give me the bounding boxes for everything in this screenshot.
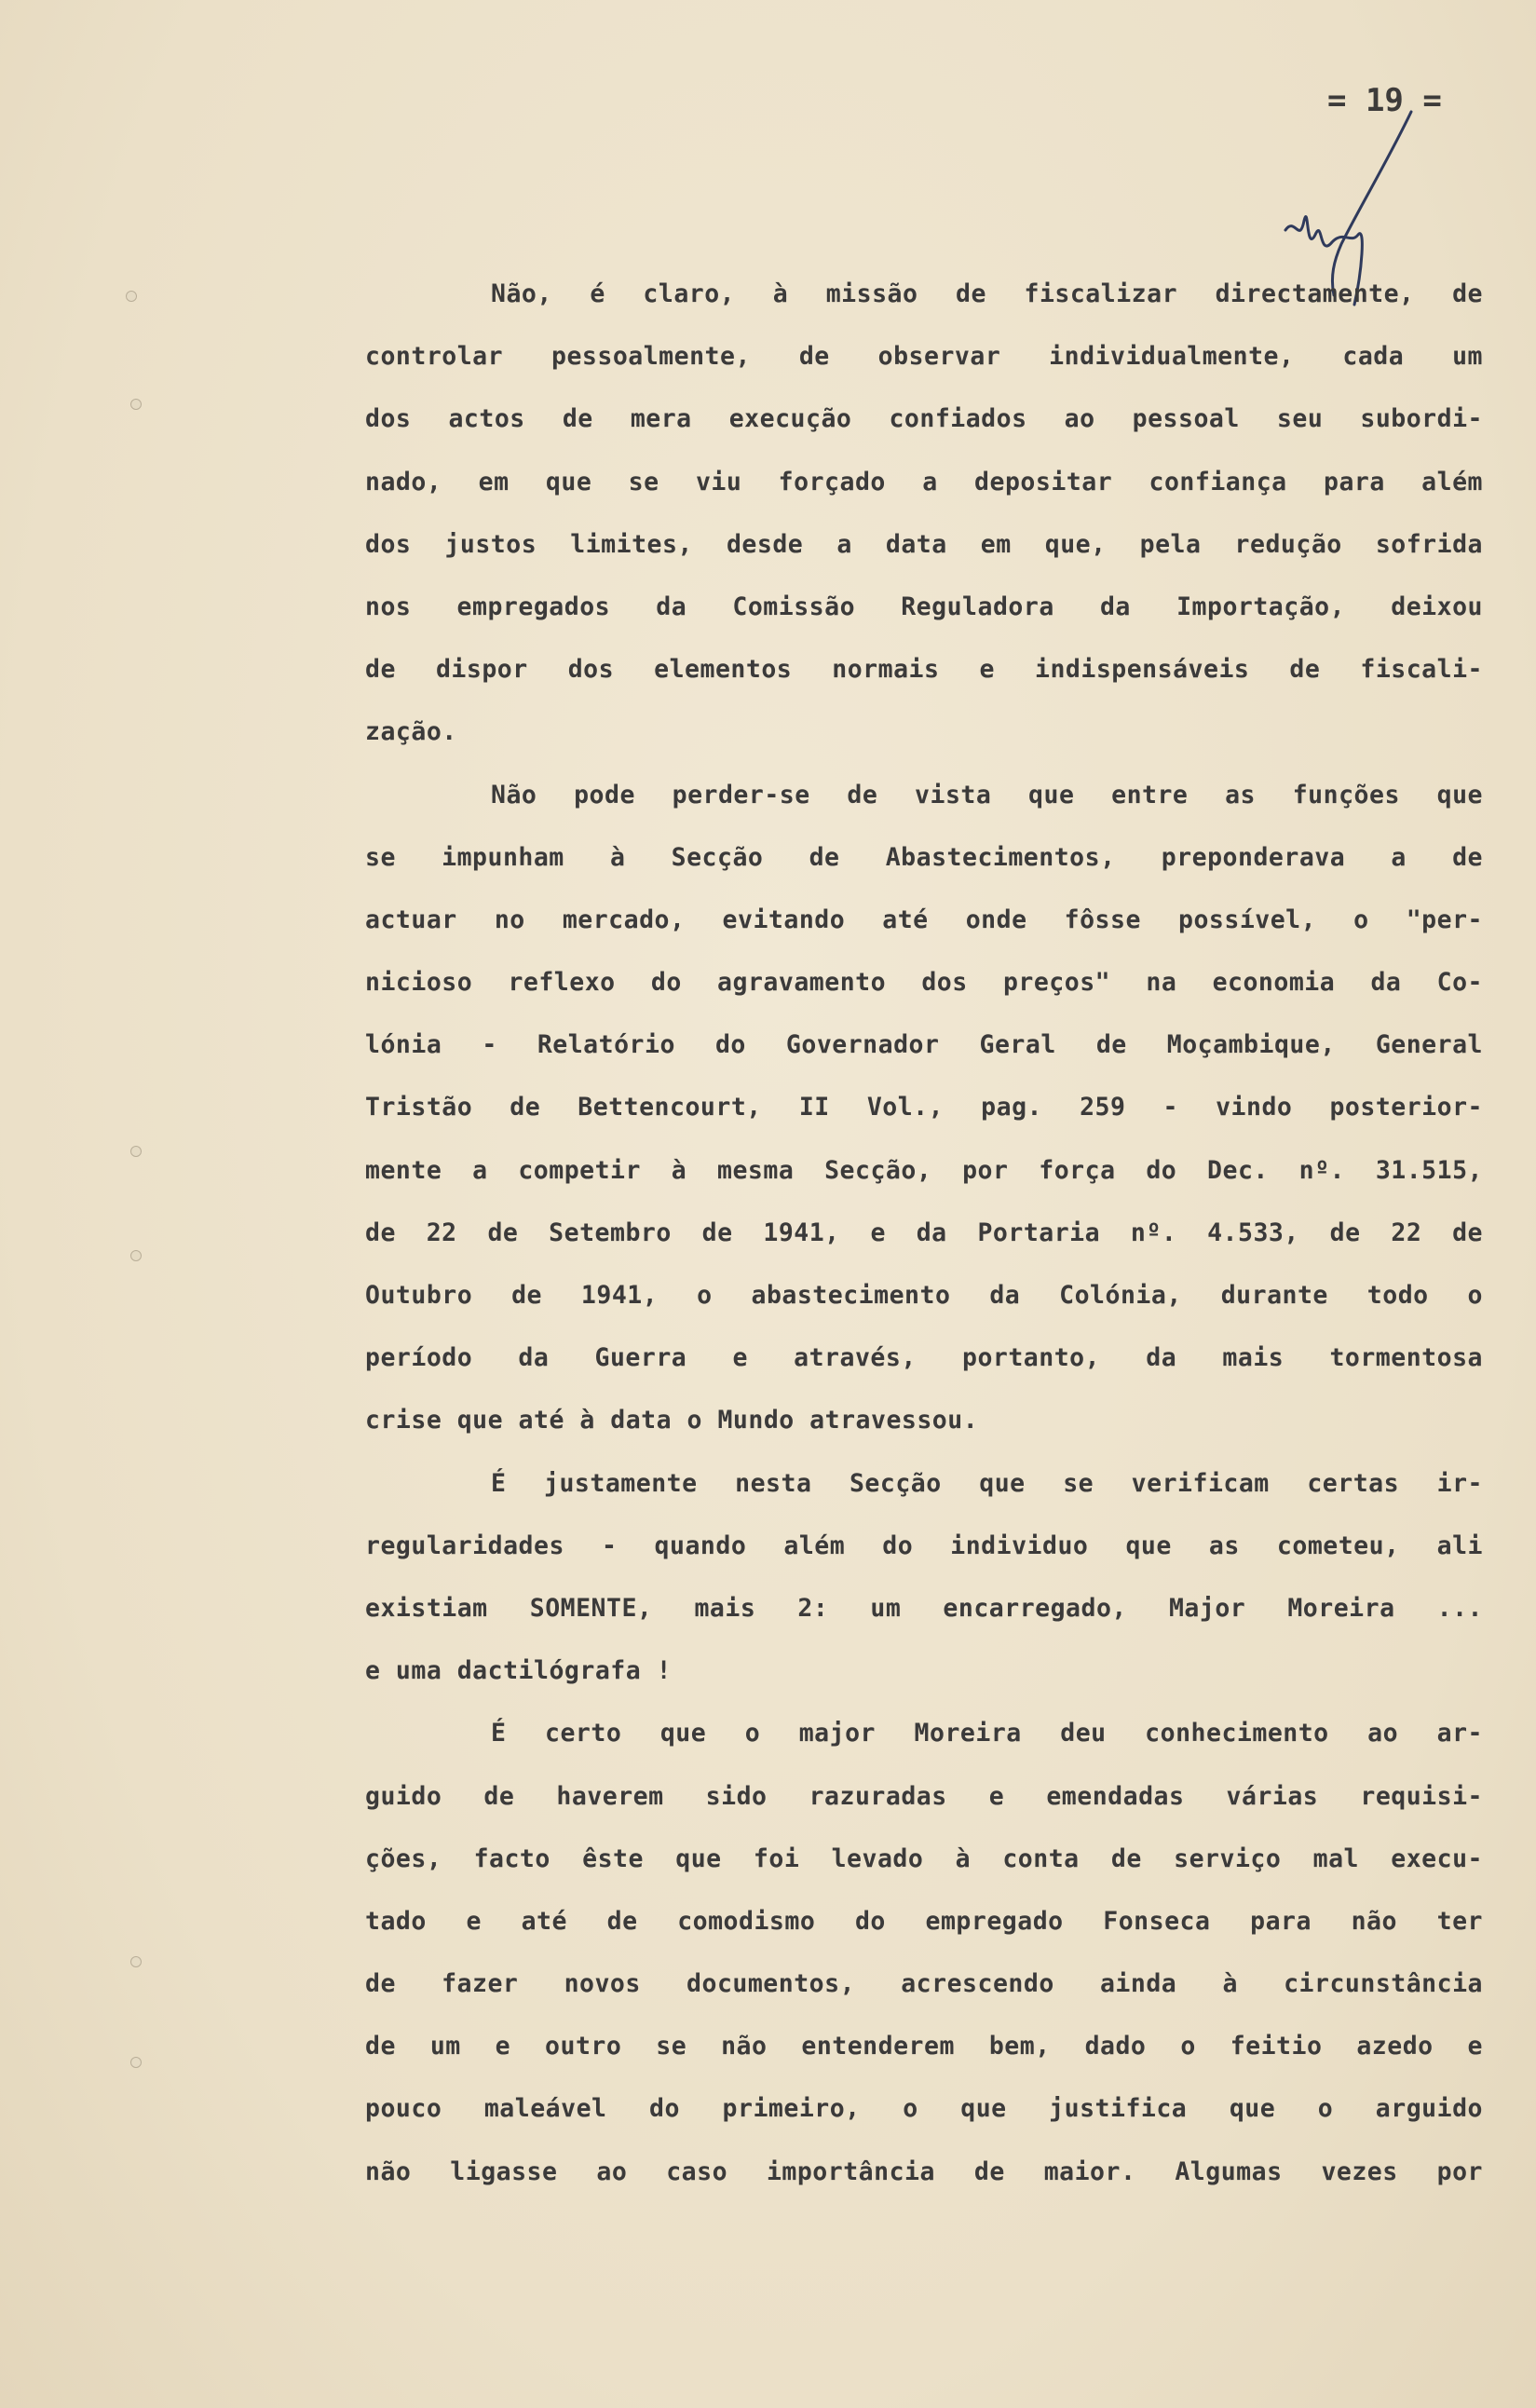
text-line: dos actos de mera execução confiados ao pessoal seu subordi- [365,404,1483,434]
text-line: nos empregados da Comissão Reguladora da Importação, deixou [365,592,1483,621]
text-line: período da Guerra e através, portanto, da mais tormentosa [365,1343,1483,1373]
text-line: É certo que o major Moreira deu conhecimento ao ar- [491,1719,1483,1748]
text-line: pouco maleável do primeiro, o que justifica que o arguido [365,2094,1483,2124]
text-line: zação. [365,717,457,747]
text-line: Outubro de 1941, o abastecimento da Colónia, durante todo o [365,1281,1483,1310]
text-line: nado, em que se viu forçado a depositar confiança para além [365,467,1483,497]
punch-hole [130,1250,142,1261]
text-line: guido de haverem sido razuradas e emendadas várias requisi- [365,1781,1483,1811]
text-line: ções, facto êste que foi levado à conta de serviço mal execu- [365,1843,1483,1873]
punch-hole [130,1146,142,1157]
text-line: lónia - Relatório do Governador Geral de Moçambique, General [365,1030,1483,1060]
text-line: nicioso reflexo do agravamento dos preços" na economia da Co- [365,968,1483,998]
punch-hole [130,2057,142,2068]
text-line: Não pode perder-se de vista que entre as funções que [491,780,1483,809]
text-line: de um e outro se não entenderem bem, dado o feitio azedo e [365,2032,1483,2061]
text-line: não ligasse ao caso importância de maior. Algumas vezes por [365,2156,1483,2186]
punch-hole [126,291,137,302]
text-line: Não, é claro, à missão de fiscalizar directamente, de [491,279,1483,308]
text-line: e uma dactilógrafa ! [365,1656,673,1686]
text-line: mente a competir à mesma Secção, por força do Dec. nº. 31.515, [365,1155,1483,1185]
document-body [365,263,1483,2203]
text-line: controlar pessoalmente, de observar individualmente, cada um [365,342,1483,372]
punch-hole [130,1956,142,1967]
text-line: dos justos limites, desde a data em que, pela redução sofrida [365,529,1483,559]
text-line: tado e até de comodismo do empregado Fonseca para não ter [365,1906,1483,1936]
text-line: de dispor dos elementos normais e indispensáveis de fiscali- [365,655,1483,685]
text-line: de 22 de Setembro de 1941, e da Portaria nº. 4.533, de 22 de [365,1218,1483,1247]
text-line: crise que até à data o Mundo atravessou. [365,1406,979,1435]
punch-hole [130,399,142,410]
text-line: É justamente nesta Secção que se verificam certas ir- [491,1468,1483,1498]
text-line: regularidades - quando além do individuo que as cometeu, ali [365,1531,1483,1560]
text-line: existiam SOMENTE, mais 2: um encarregado, Major Moreira ... [365,1593,1483,1623]
text-line: se impunham à Secção de Abastecimentos, preponderava a de [365,842,1483,872]
text-line: Tristão de Bettencourt, II Vol., pag. 259 - vindo posterior- [365,1093,1483,1122]
page-number: = 19 = [1327,82,1442,119]
text-line: actuar no mercado, evitando até onde fôsse possível, o "per- [365,905,1483,934]
text-line: de fazer novos documentos, acrescendo ainda à circunstância [365,1969,1483,1999]
